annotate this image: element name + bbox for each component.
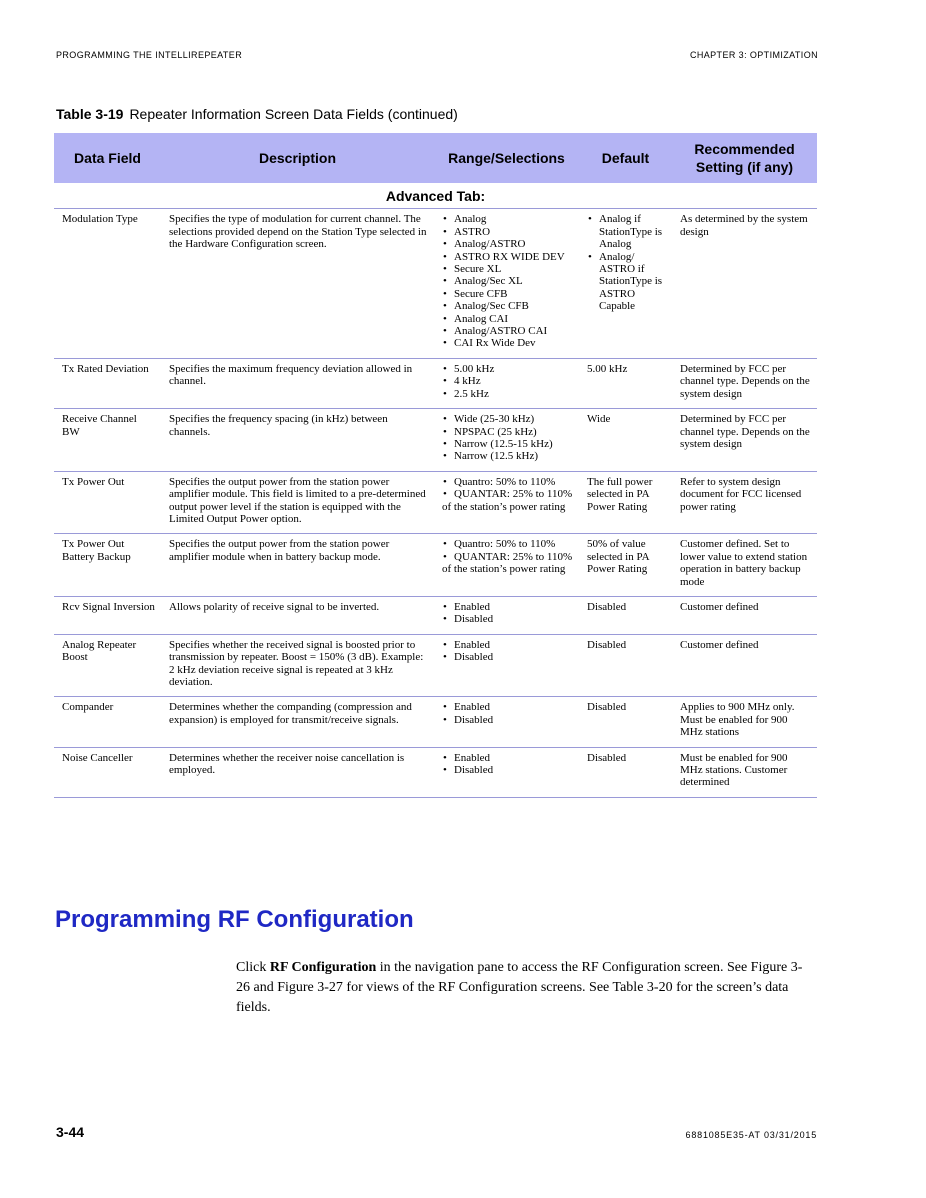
list-item: • Secure XL [442,263,573,275]
table-row [54,358,817,408]
table-row [54,209,817,358]
list-item: • QUANTAR: 25% to 110% [442,488,573,500]
table-caption-text: Repeater Information Screen Data Fields (continued) [129,106,458,122]
cell-default: The full power selected in PA Power Rating [579,471,672,534]
range-list [442,413,573,463]
list-item: • Disabled [442,651,573,663]
cell-description: Determines whether the receiver noise cancellation is employed. [161,747,434,797]
table-row [54,634,817,697]
list-item: • Analog/ASTRO CAI [442,325,573,337]
cell-range [434,409,579,472]
list-item: • Analog/Sec CFB [442,300,573,312]
cell-default: Disabled [579,697,672,747]
cell-recommended: Determined by FCC per channel type. Depends on the system design [672,358,817,408]
range-list [442,213,573,349]
section-label: Advanced Tab: [54,183,817,209]
range-list [442,701,573,726]
list-item: • ASTRO [442,226,573,238]
list-item: • Enabled [442,639,573,651]
list-item: • Quantro: 50% to 110% [442,476,573,488]
cell-description: Specifies the type of modulation for current channel. The selections provided depend on the Station Type selected in the Hardware Configuration screen. [161,209,434,358]
cell-recommended: Must be enabled for 900 MHz stations. Customer determined [672,747,817,797]
list-item: • Disabled [442,764,573,776]
table-row [54,409,817,472]
running-header-right: CHAPTER 3: OPTIMIZATION [689,50,818,60]
cell-default: Disabled [579,634,672,697]
cell-default: Wide [579,409,672,472]
paragraph-text-2: in the navigation pane to access the RF Configuration screen. See Figure 3-26 and Figure 3-27 for views of the RF Configuration screens. See Table 3-20 for the screen’s data fields. [236,960,803,1015]
list-item: • Analog [442,213,573,225]
list-item: • Analog/ ASTRO if StationType is ASTRO Capable [587,251,666,313]
cell-data-field: Receive Channel BW [54,409,161,472]
list-item: • QUANTAR: 25% to 110% [442,551,573,563]
cell-description: Determines whether the companding (compression and expansion) is employed for transmit/receive signals. [161,697,434,747]
cell-description: Specifies the maximum frequency deviation allowed in channel. [161,358,434,408]
range-list [442,639,573,664]
list-item: • Narrow (12.5-15 kHz) [442,438,573,450]
list-item: • Narrow (12.5 kHz) [442,450,573,462]
data-fields-table [54,133,817,798]
list-item: • 4 kHz [442,375,573,387]
cell-recommended: Refer to system design document for FCC licensed power rating [672,471,817,534]
list-item: • Analog/Sec XL [442,275,573,287]
cell-range [434,471,579,534]
cell-default: Disabled [579,747,672,797]
cell-data-field: Analog Repeater Boost [54,634,161,697]
cell-description: Specifies the frequency spacing (in kHz) between channels. [161,409,434,472]
list-item: • Analog CAI [442,313,573,325]
table-body [54,183,817,797]
cell-recommended: Customer defined [672,596,817,634]
table-row [54,596,817,634]
section-heading: Programming RF Configuration [55,906,414,933]
paragraph-bold-link: RF Configuration [269,960,377,975]
cell-range [434,358,579,408]
paragraph-text-1: Click [236,960,270,975]
running-header-left: PROGRAMMING THE INTELLIREPEATER [56,50,243,60]
cell-description: Specifies the output power from the station power amplifier module. This field is limited to a pre-determined output power level if the station is equipped with the Limited Output Power option. [161,471,434,534]
list-item: • Analog if StationType is Analog [587,213,666,250]
list-item: • Analog/ASTRO [442,238,573,250]
table-row [54,747,817,797]
list-item: • Disabled [442,714,573,726]
list-item: • 5.00 kHz [442,363,573,375]
column-header-description: Description [161,133,434,183]
document-id: 6881085E35-AT 03/31/2015 [685,1130,817,1140]
list-item: • ASTRO RX WIDE DEV [442,251,573,263]
cell-recommended: Applies to 900 MHz only. Must be enabled for 900 MHz stations [672,697,817,747]
table-row [54,697,817,747]
list-item: • Enabled [442,601,573,613]
cell-default: 5.00 kHz [579,358,672,408]
list-item: • 2.5 kHz [442,388,573,400]
table-row [54,534,817,597]
cell-data-field: Compander [54,697,161,747]
page-number: 3-44 [56,1124,85,1140]
range-list [442,601,573,626]
list-item: • Enabled [442,701,573,713]
cell-data-field: Tx Power Out Battery Backup [54,534,161,597]
table-header-row [54,133,817,183]
cell-range [434,634,579,697]
cell-range [434,209,579,358]
column-header-range: Range/Selections [434,133,579,183]
list-item: • NPSPAC (25 kHz) [442,426,573,438]
section-row [54,183,817,209]
cell-recommended: Determined by FCC per channel type. Depends on the system design [672,409,817,472]
list-item: • Wide (25-30 kHz) [442,413,573,425]
cell-data-field: Tx Power Out [54,471,161,534]
range-list [442,363,573,400]
cell-description: Allows polarity of receive signal to be inverted. [161,596,434,634]
range-note: of the station’s power rating [442,500,566,513]
range-list [442,538,573,563]
cell-data-field: Rcv Signal Inversion [54,596,161,634]
range-list [442,752,573,777]
cell-range [434,596,579,634]
cell-description: Specifies the output power from the station power amplifier module when in battery backup mode. [161,534,434,597]
table-row [54,471,817,534]
cell-range [434,747,579,797]
column-header-default: Default [579,133,672,183]
cell-recommended: Customer defined [672,634,817,697]
cell-data-field: Tx Rated Deviation [54,358,161,408]
cell-default: Disabled [579,596,672,634]
list-item: • CAI Rx Wide Dev [442,337,573,349]
table-caption [56,106,458,122]
list-item: • Secure CFB [442,288,573,300]
cell-range [434,697,579,747]
range-note: of the station’s power rating [442,563,566,576]
cell-range [434,534,579,597]
default-list [587,213,666,312]
cell-description: Specifies whether the received signal is boosted prior to transmission by repeater. Boost = 150% (3 dB). Example: 2 kHz deviation receive signal is repeated at 3 kHz deviation. [161,634,434,697]
table-caption-label: Table 3-19 [56,106,124,122]
cell-data-field: Noise Canceller [54,747,161,797]
column-header-recommended: Recommended Setting (if any) [672,133,817,183]
list-item: • Disabled [442,613,573,625]
cell-default: 50% of value selected in PA Power Rating [579,534,672,597]
cell-recommended: Customer defined. Set to lower value to extend station operation in battery backup mode [672,534,817,597]
cell-recommended: As determined by the system design [672,209,817,358]
column-header-data-field: Data Field [54,133,161,183]
cell-data-field: Modulation Type [54,209,161,358]
range-list [442,476,573,501]
cell-default [579,209,672,358]
list-item: • Enabled [442,752,573,764]
list-item: • Quantro: 50% to 110% [442,538,573,550]
body-paragraph [236,958,816,1018]
